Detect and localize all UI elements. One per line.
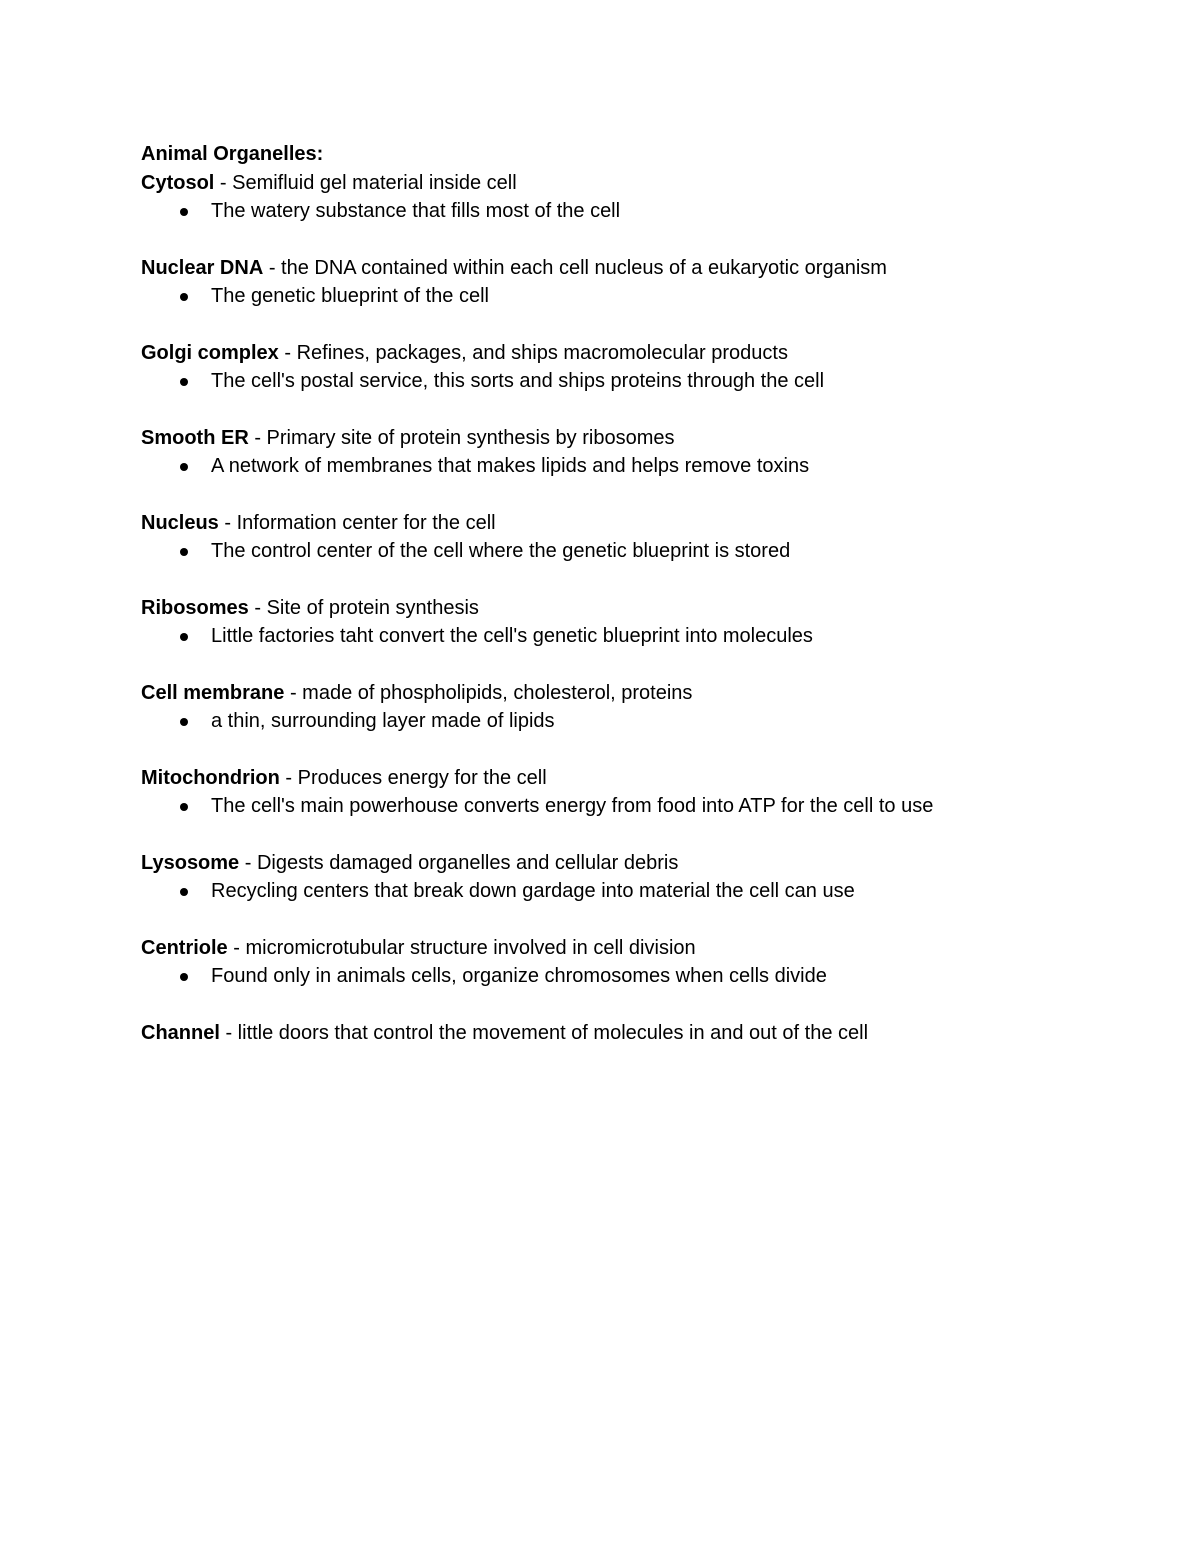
entry-term: Mitochondrion — [141, 767, 280, 789]
bullet-item — [141, 962, 1141, 991]
entry-ribosomes — [141, 594, 1141, 651]
bullet-icon — [180, 888, 188, 896]
bullet-text: A network of membranes that makes lipids and helps remove toxins — [211, 455, 810, 477]
entry-nuclear-dna — [141, 254, 1141, 311]
bullet-icon — [180, 973, 188, 981]
entry-definition: - Semifluid gel material inside cell — [214, 172, 517, 194]
bullet-icon — [180, 718, 188, 726]
document-page — [141, 140, 1141, 1075]
entry-definition: - the DNA contained within each cell nucleus of a eukaryotic organism — [263, 257, 887, 279]
bullet-item — [141, 197, 1141, 226]
bullet-list — [141, 282, 1141, 311]
bullet-icon — [180, 803, 188, 811]
entry-channel — [141, 1019, 1141, 1047]
bullet-list — [141, 452, 1141, 481]
bullet-text: Found only in animals cells, organize chromosomes when cells divide — [211, 965, 827, 987]
bullet-list — [141, 537, 1141, 566]
entry-line — [141, 254, 1141, 282]
entry-smooth-er — [141, 424, 1141, 481]
bullet-icon — [180, 548, 188, 556]
bullet-item — [141, 282, 1141, 311]
entry-term: Smooth ER — [141, 427, 249, 449]
bullet-list — [141, 197, 1141, 226]
entry-line — [141, 764, 1141, 792]
bullet-list — [141, 792, 1141, 821]
entry-line — [141, 424, 1141, 452]
bullet-text: Little factories taht convert the cell's genetic blueprint into molecules — [211, 625, 813, 647]
entry-definition: - made of phospholipids, cholesterol, proteins — [284, 682, 693, 704]
entry-term: Nuclear DNA — [141, 257, 264, 279]
bullet-icon — [180, 463, 188, 471]
entry-term: Cell membrane — [141, 682, 285, 704]
entry-definition: - Refines, packages, and ships macromolecular products — [278, 342, 788, 364]
bullet-text: a thin, surrounding layer made of lipids — [211, 710, 555, 732]
bullet-list — [141, 962, 1141, 991]
entry-definition: - Digests damaged organelles and cellular debris — [239, 852, 679, 874]
bullet-item — [141, 707, 1141, 736]
bullet-text: The cell's main powerhouse converts energy from food into ATP for the cell to use — [211, 795, 934, 817]
bullet-item — [141, 452, 1141, 481]
bullet-text: The genetic blueprint of the cell — [211, 285, 489, 307]
entry-term: Channel — [141, 1022, 220, 1044]
bullet-text: The control center of the cell where the genetic blueprint is stored — [211, 540, 791, 562]
bullet-text: The watery substance that fills most of the cell — [211, 200, 621, 222]
bullet-item — [141, 792, 1141, 821]
entry-line — [141, 679, 1141, 707]
entry-term: Lysosome — [141, 852, 240, 874]
entry-line — [141, 509, 1141, 537]
entry-line — [141, 594, 1141, 622]
entry-cytosol — [141, 169, 1141, 226]
entry-term: Ribosomes — [141, 597, 249, 619]
bullet-text: The cell's postal service, this sorts and ships proteins through the cell — [211, 370, 825, 392]
entry-line — [141, 934, 1141, 962]
bullet-item — [141, 367, 1141, 396]
entry-term: Nucleus — [141, 512, 219, 534]
entry-lysosome — [141, 849, 1141, 906]
bullet-icon — [180, 293, 188, 301]
bullet-item — [141, 622, 1141, 651]
entry-definition: - Site of protein synthesis — [248, 597, 479, 619]
entry-definition: - Information center for the cell — [218, 512, 496, 534]
entry-definition: - Primary site of protein synthesis by ribosomes — [248, 427, 675, 449]
bullet-list — [141, 622, 1141, 651]
entry-definition: - little doors that control the movement of molecules in and out of the cell — [219, 1022, 869, 1044]
entry-term: Golgi complex — [141, 342, 279, 364]
document-heading: Animal Organelles: — [141, 143, 324, 165]
entry-mitochondrion — [141, 764, 1141, 821]
entry-nucleus — [141, 509, 1141, 566]
bullet-icon — [180, 208, 188, 216]
bullet-item — [141, 877, 1141, 906]
entry-definition: - Produces energy for the cell — [279, 767, 547, 789]
bullet-list — [141, 707, 1141, 736]
entry-line — [141, 849, 1141, 877]
bullet-list — [141, 877, 1141, 906]
bullet-icon — [180, 633, 188, 641]
entry-centriole — [141, 934, 1141, 991]
bullet-icon — [180, 378, 188, 386]
entry-golgi-complex — [141, 339, 1141, 396]
bullet-list — [141, 367, 1141, 396]
bullet-item — [141, 537, 1141, 566]
entry-line — [141, 339, 1141, 367]
entry-term: Centriole — [141, 937, 228, 959]
entry-line — [141, 1019, 1141, 1047]
entry-cell-membrane — [141, 679, 1141, 736]
entry-definition: - micromicrotubular structure involved in cell division — [227, 937, 696, 959]
bullet-text: Recycling centers that break down gardage into material the cell can use — [211, 880, 855, 902]
entry-term: Cytosol — [141, 172, 215, 194]
entry-line — [141, 169, 1141, 197]
